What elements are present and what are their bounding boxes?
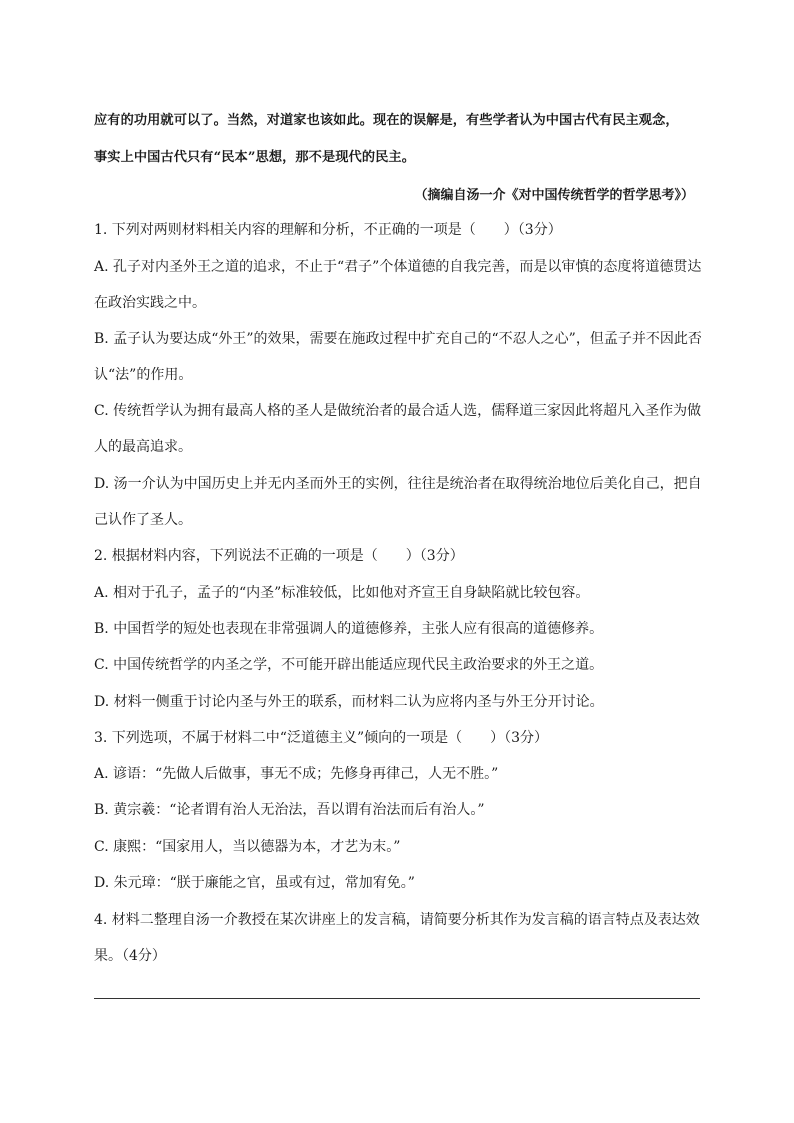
question-1-option-c-line-2: 人的最高追求。 [94,439,192,455]
question-3-option-c: C. 康熙：“国家用人，当以德器为本，才艺为末。” [94,839,401,855]
question-1-option-b-line-1: B. 孟子认为要达成“外王”的效果，需要在施政过程中扩充自己的“不忍人之心”，但孟子并不因此否 [94,331,702,347]
question-1-option-c-line-1: C. 传统哲学认为拥有最高人格的圣人是做统治者的最合适人选，儒释道三家因此将超凡入圣作为做 [94,403,702,419]
question-1-option-b-line-2: 认“法”的作用。 [94,367,193,383]
answer-line[interactable] [94,998,700,999]
question-1-option-a-line-2: 在政治实践之中。 [94,295,206,311]
question-3-option-a: A. 谚语：“先做人后做事，事无不成；先修身再律己，人无不胜。” [94,766,499,782]
question-1-option-d-line-2: 己认作了圣人。 [94,512,192,528]
question-1-option-a-line-1: A. 孔子对内圣外王之道的追求，不止于“君子”个体道德的自我完善，而是以审慎的态度将道德贯达 [94,259,702,275]
question-2-option-b: B. 中国哲学的短处也表现在非常强调人的道德修养，主张人应有很高的道德修养。 [94,621,604,637]
passage-line-2: 事实上中国古代只有“民本”思想，那不是现代的民主。 [94,150,415,165]
question-4-stem-line-1: 4. 材料二整理自汤一介教授在某次讲座上的发言稿，请简要分析其作为发言稿的语言特点及表达效 [94,912,700,928]
question-1-option-d-line-1: D. 汤一介认为中国历史上并无内圣而外王的实例，往往是统治者在取得统治地位后美化自己，把自 [94,476,702,492]
question-3-option-b: B. 黄宗羲：“论者谓有治人无治法，吾以谓有治法而后有治人。” [94,802,485,818]
question-3-option-d: D. 朱元璋：“朕于廉能之官，虽或有过，常加宥免。” [94,875,415,891]
passage-source: （摘编自汤一介《对中国传统哲学的哲学思考》） [414,188,694,203]
question-2-option-a: A. 相对于孔子，孟子的“内圣”标准较低，比如他对齐宣王自身缺陷就比较包容。 [94,585,590,601]
question-4-stem-line-2: 果。（4分） [94,948,166,964]
question-3-stem: 3. 下列选项，不属于材料二中“泛道德主义”倾向的一项是（ ）（3分） [94,730,549,746]
question-2-option-d: D. 材料一侧重于讨论内圣与外王的联系，而材料二认为应将内圣与外王分开讨论。 [94,694,604,710]
passage-line-1: 应有的功用就可以了。当然，对道家也该如此。现在的误解是，有些学者认为中国古代有民主观念， [94,113,679,128]
question-2-option-c: C. 中国传统哲学的内圣之学，不可能开辟出能适应现代民主政治要求的外王之道。 [94,657,604,673]
question-1-stem: 1. 下列对两则材料相关内容的理解和分析，不正确的一项是（ ）（3分） [94,222,562,238]
question-2-stem: 2. 根据材料内容，下列说法不正确的一项是（ ）（3分） [94,548,464,564]
